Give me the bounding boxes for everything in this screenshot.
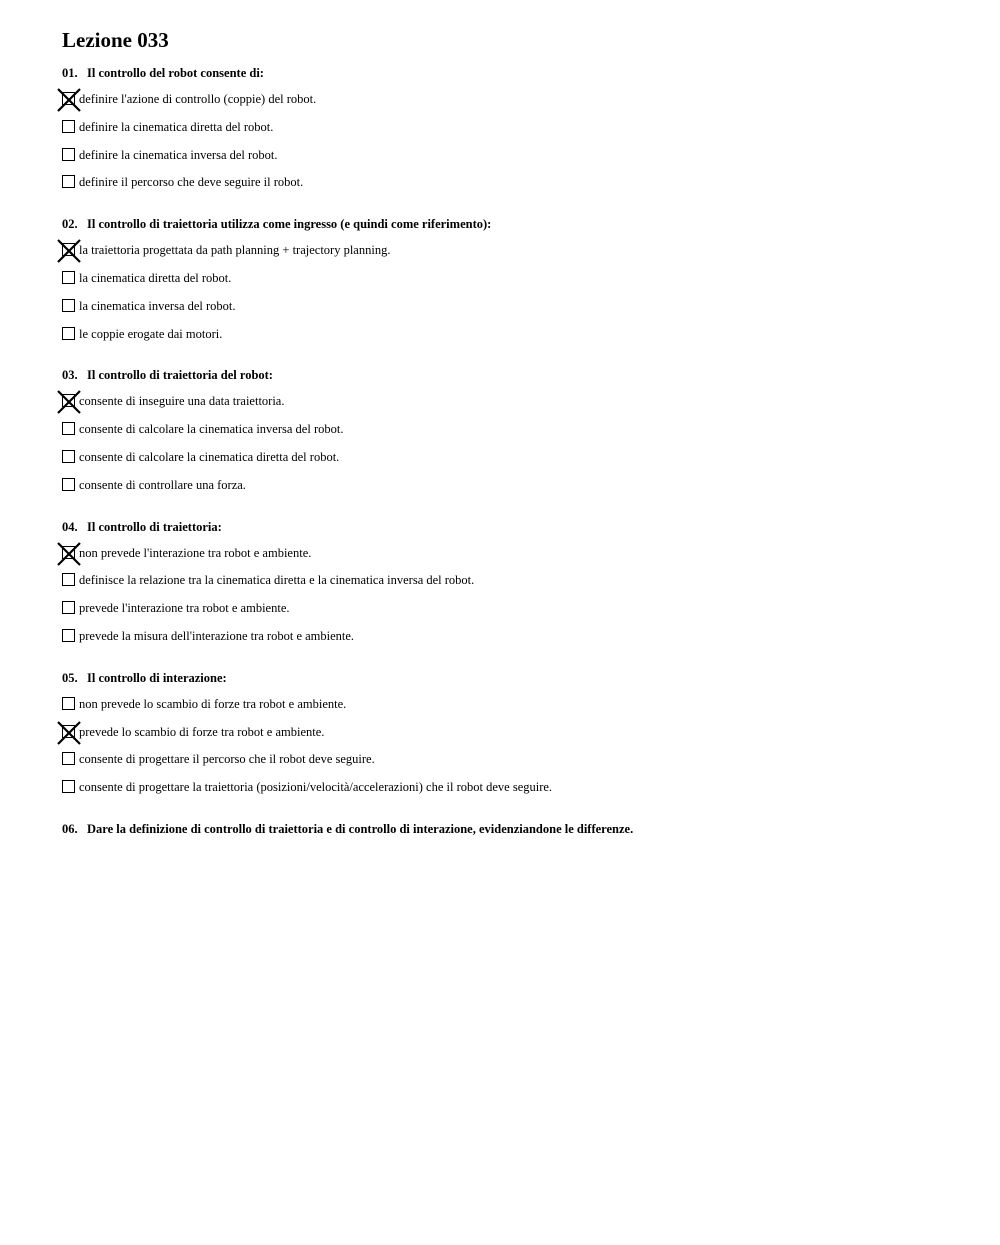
answer-option[interactable] — [62, 298, 962, 326]
checkbox-checked[interactable] — [62, 725, 75, 738]
checkbox[interactable] — [62, 148, 75, 161]
option-text: consente di inseguire una data traiettoria. — [79, 394, 285, 409]
checkbox[interactable] — [62, 175, 75, 188]
answer-option[interactable] — [62, 270, 962, 298]
option-text: consente di progettare la traiettoria (posizioni/velocità/accelerazioni) che il robot deve seguire. — [79, 780, 553, 795]
checkbox[interactable] — [62, 780, 75, 793]
option-text: consente di progettare il percorso che il robot deve seguire. — [79, 752, 375, 767]
option-text: la cinematica diretta del robot. — [79, 270, 232, 285]
answer-option[interactable] — [62, 91, 962, 119]
option-text: la cinematica inversa del robot. — [79, 298, 236, 313]
option-text: la traiettoria progettata da path planning + trajectory planning. — [79, 243, 391, 258]
question-heading — [62, 367, 962, 383]
answer-option[interactable] — [62, 572, 962, 600]
checkbox[interactable] — [62, 327, 75, 340]
checkbox[interactable] — [62, 697, 75, 710]
cross-mark-icon — [56, 238, 82, 264]
checkbox[interactable] — [62, 629, 75, 642]
cross-mark-icon — [56, 541, 82, 567]
question-number: 06. — [62, 821, 78, 836]
option-text: definire la cinematica diretta del robot. — [79, 119, 274, 134]
question-heading — [62, 65, 962, 81]
answer-option[interactable] — [62, 600, 962, 628]
question-2 — [62, 216, 962, 353]
answer-option[interactable] — [62, 174, 962, 202]
cross-mark-icon — [56, 87, 82, 113]
option-text: definire il percorso che deve seguire il robot. — [79, 175, 304, 190]
option-text: definisce la relazione tra la cinematica diretta e la cinematica inversa del robot. — [79, 573, 475, 588]
question-text: Dare la definizione di controllo di traiettoria e di controllo di interazione, evidenziandone le differenze. — [87, 821, 634, 836]
option-text: le coppie erogate dai motori. — [79, 326, 223, 341]
checkbox[interactable] — [62, 573, 75, 586]
option-text: prevede lo scambio di forze tra robot e ambiente. — [79, 724, 325, 739]
question-1 — [62, 65, 962, 202]
cross-mark-icon — [56, 389, 82, 415]
question-text: Il controllo di traiettoria: — [87, 519, 222, 534]
checkbox[interactable] — [62, 120, 75, 133]
checkbox[interactable] — [62, 601, 75, 614]
question-text: Il controllo di interazione: — [87, 670, 227, 685]
answer-option[interactable] — [62, 751, 962, 779]
answer-option[interactable] — [62, 477, 962, 505]
question-heading — [62, 670, 962, 686]
answer-option[interactable] — [62, 779, 962, 807]
document-page — [62, 28, 962, 851]
question-3 — [62, 367, 962, 504]
question-number: 02. — [62, 217, 78, 232]
question-heading — [62, 519, 962, 535]
answer-option[interactable] — [62, 393, 962, 421]
question-text: Il controllo di traiettoria del robot: — [87, 368, 273, 383]
option-text: consente di calcolare la cinematica inversa del robot. — [79, 422, 344, 437]
question-text: Il controllo di traiettoria utilizza come ingresso (e quindi come riferimento): — [87, 217, 492, 232]
question-4 — [62, 519, 962, 656]
checkbox[interactable] — [62, 450, 75, 463]
question-6 — [62, 821, 962, 837]
checkbox-checked[interactable] — [62, 546, 75, 559]
option-text: definire la cinematica inversa del robot. — [79, 147, 278, 162]
option-text: consente di controllare una forza. — [79, 477, 246, 492]
cross-mark-icon — [56, 720, 82, 746]
answer-option[interactable] — [62, 119, 962, 147]
option-text: prevede l'interazione tra robot e ambiente. — [79, 601, 290, 616]
answer-option[interactable] — [62, 449, 962, 477]
page-title: Lezione 033 — [62, 28, 169, 52]
answer-option[interactable] — [62, 724, 962, 752]
checkbox[interactable] — [62, 478, 75, 491]
question-text: Il controllo del robot consente di: — [87, 66, 264, 80]
answer-option[interactable] — [62, 326, 962, 354]
checkbox[interactable] — [62, 752, 75, 765]
option-text: non prevede l'interazione tra robot e ambiente. — [79, 545, 312, 560]
answer-option[interactable] — [62, 628, 962, 656]
answer-option[interactable] — [62, 421, 962, 449]
checkbox-checked[interactable] — [62, 243, 75, 256]
answer-option[interactable] — [62, 545, 962, 573]
option-text: non prevede lo scambio di forze tra robot e ambiente. — [79, 696, 347, 711]
question-number: 04. — [62, 519, 78, 534]
question-number: 05. — [62, 670, 78, 685]
checkbox[interactable] — [62, 299, 75, 312]
question-number: 01. — [62, 66, 78, 80]
checkbox-checked[interactable] — [62, 394, 75, 407]
question-list — [62, 65, 962, 837]
option-text: prevede la misura dell'interazione tra robot e ambiente. — [79, 628, 355, 643]
answer-option[interactable] — [62, 696, 962, 724]
answer-option[interactable] — [62, 147, 962, 175]
checkbox-checked[interactable] — [62, 92, 75, 105]
question-heading — [62, 821, 962, 837]
option-text: definire l'azione di controllo (coppie) del robot. — [79, 92, 317, 106]
checkbox[interactable] — [62, 271, 75, 284]
answer-option[interactable] — [62, 242, 962, 270]
checkbox[interactable] — [62, 422, 75, 435]
question-number: 03. — [62, 368, 78, 383]
question-heading — [62, 216, 962, 232]
option-text: consente di calcolare la cinematica diretta del robot. — [79, 449, 340, 464]
question-5 — [62, 670, 962, 807]
